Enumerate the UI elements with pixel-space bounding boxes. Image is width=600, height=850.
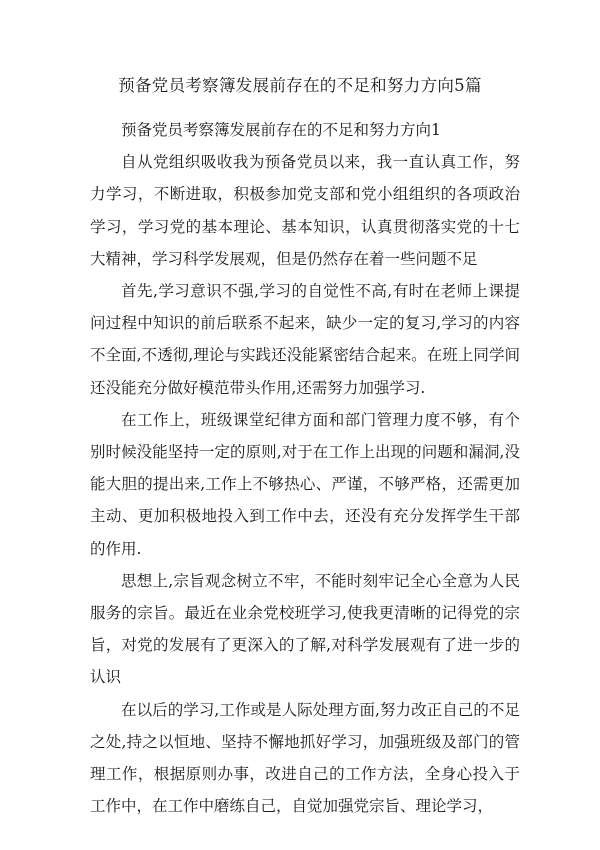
paragraph-5: 在以后的学习,工作或是人际处理方面,努力改正自己的不足之处,持之以恒地、坚持不懈地抓好学习，加强班级及部门的管理工作，根据原则办事，改进自己的工作方法，全身心投入于工作中，在工作中磨练自己，自觉加强党宗旨、理论学习， [90,700,520,816]
paragraph-2: 首先,学习意识不强,学习的自觉性不高,有时在老师上课提问过程中知识的前后联系不起来，缺少一定的复习,学习的内容不全面,不透彻,理论与实践还没能紧密结合起来。在班上同学间还没能充分做好模范带头作用,还需努力加强学习. [90,282,520,397]
paragraph-4: 思想上,宗旨观念树立不牢，不能时刻牢记全心全意为人民服务的宗旨。最近在业余党校班学习,使我更清晰的记得党的宗旨，对党的发展有了更深入的了解,对科学发展观有了进一步的认识 [90,571,520,687]
paragraph-3: 在工作上，班级课堂纪律方面和部门管理力度不够，有个别时候没能坚持一定的原则,对于在工作上出现的问题和漏洞,没能大胆的提出来,工作上不够热心、严谨，不够严格，还需更加主动、更加积极地投入到工作中去，还没有充分发挥学生干部的作用. [90,410,520,558]
document-title: 预备党员考察簿发展前存在的不足和努力方向5篇 [118,76,482,95]
paragraph-1: 自从党组织吸收我为预备党员以来，我一直认真工作，努力学习，不断进取，积极参加党支部和党小组组织的各项政治学习，学习党的基本理论、基本知识，认真贯彻落实党的十七大精神，学习科学发展观，但是仍然存在着一些问题不足 [90,153,520,268]
section-subtitle: 预备党员考察簿发展前存在的不足和努力方向1 [121,121,441,139]
document-body [90,114,520,822]
